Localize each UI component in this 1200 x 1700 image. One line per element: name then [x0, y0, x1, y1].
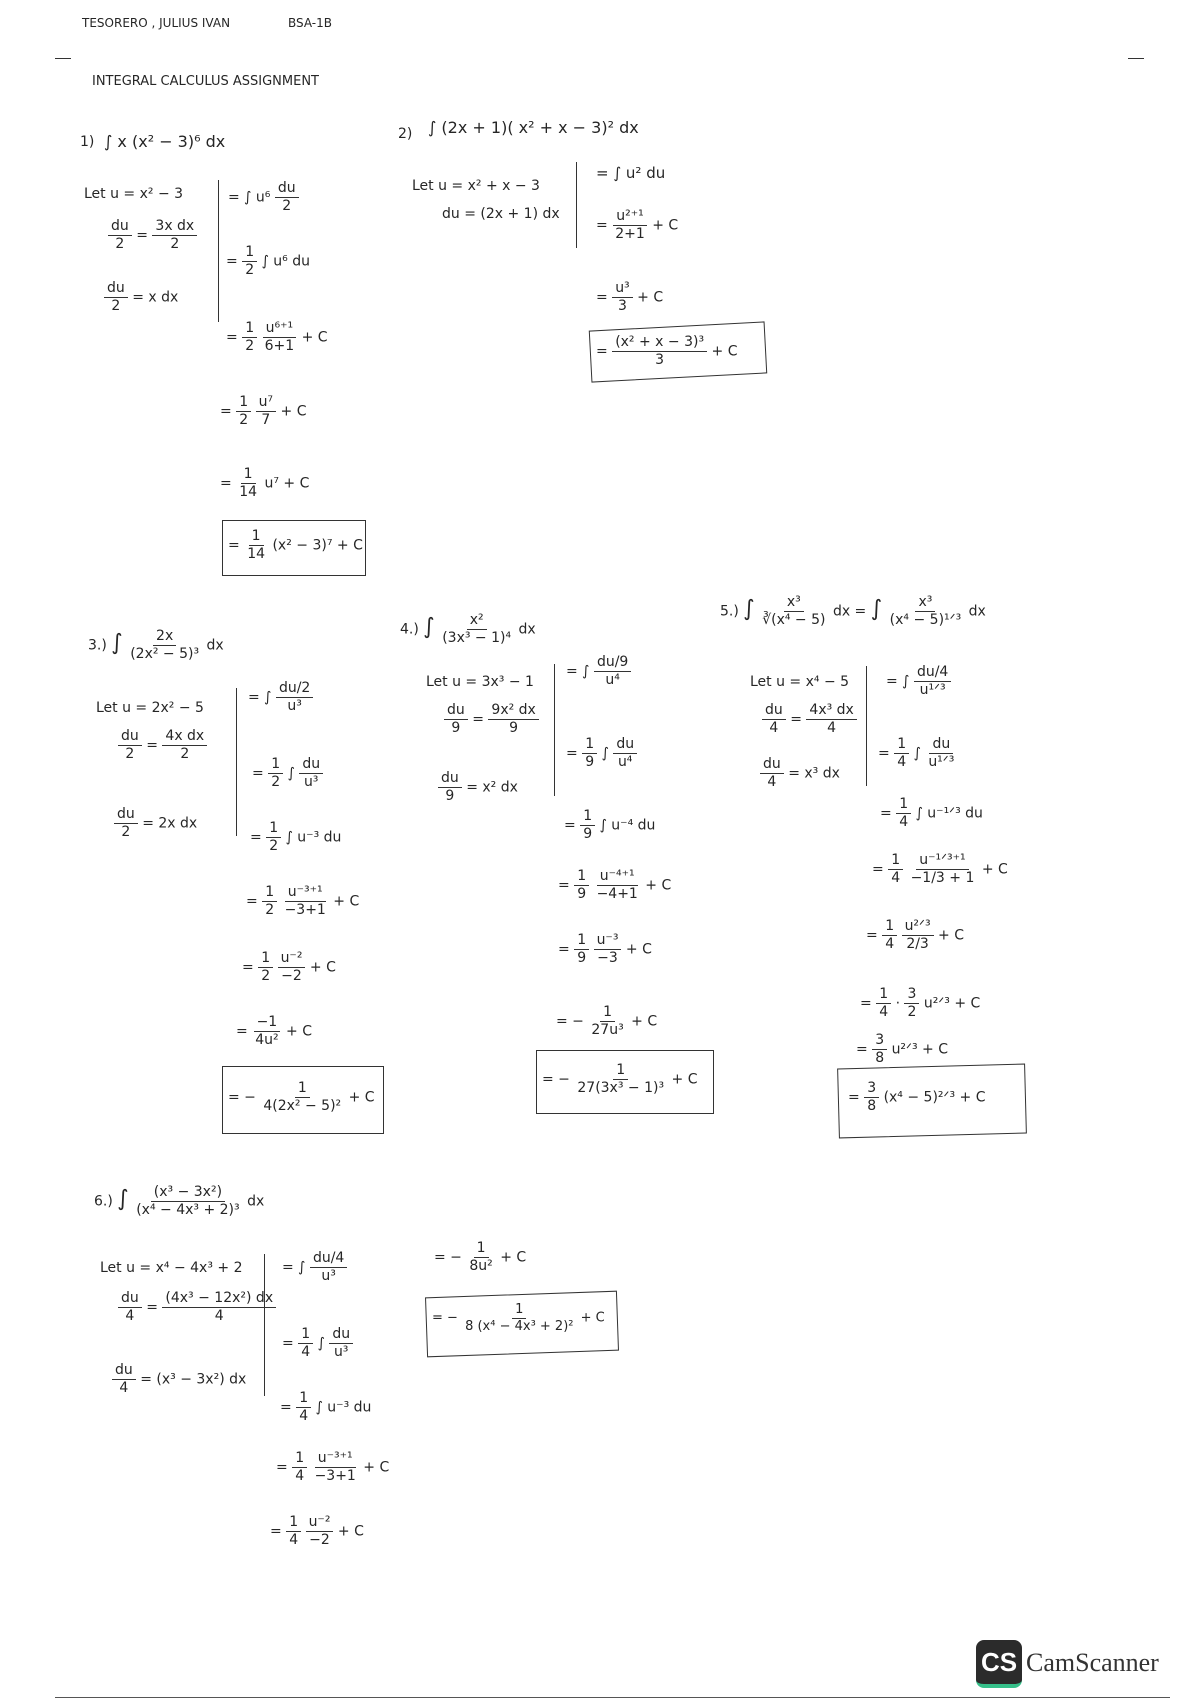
- step-5: = $\frac{1}{2}$ $\frac{\text{u⁻²}}{-2}$ + C: [242, 950, 336, 984]
- step-1: = ∫ $\frac{du/2}{\text{u³}}$: [248, 680, 313, 715]
- step-1: = ∫ $\frac{du/4}{\text{u¹ᐟ³}}$: [886, 664, 951, 699]
- step-4: = $\frac{1}{2}$ $\frac{\text{u⁻³⁺¹}}{-3+1}$ + C: [246, 884, 360, 918]
- step-6: = $\frac{1}{4}$ · $\frac{3}{2}$ u²ᐟ³ + C: [860, 986, 981, 1020]
- step-1: = ∫ $\frac{du/4}{\text{u³}}$: [282, 1250, 347, 1285]
- student-section: BSA-1B: [288, 16, 333, 30]
- substitution-let: Let u = x² + x − 3: [412, 178, 540, 194]
- substitution-du-result: $\frac{du}{2}$ = x dx: [104, 280, 178, 315]
- substitution-let: Let u = 3x³ − 1: [426, 674, 534, 690]
- substitution-du: $\frac{du}{2}$ = $\frac{\text{4x dx}}{2}$: [118, 728, 207, 763]
- work-divider: [554, 664, 555, 796]
- step-2: = $\frac{1}{9}$ ∫ $\frac{du}{\text{u⁴}}$: [566, 736, 637, 771]
- step-6: = $\frac{-1}{\text{4u²}}$ + C: [236, 1014, 313, 1048]
- step-4: = $\frac{1}{2}$ $\frac{\text{u⁷}}{7}$ + C: [220, 394, 307, 428]
- substitution-let: Let u = x⁴ − 5: [750, 674, 850, 690]
- step-4: = $\frac{1}{4}$ $\frac{\text{u⁻¹ᐟ³⁺¹}}{-1/3 + 1}$ + C: [872, 852, 1008, 886]
- page-edge-mark-right: [1128, 58, 1144, 59]
- step-2: = $\frac{1}{2}$ ∫ $\frac{du}{\text{u³}}$: [252, 756, 323, 791]
- step-4: = $\frac{1}{4}$ $\frac{\text{u⁻³⁺¹}}{-3+1}$ + C: [276, 1450, 390, 1484]
- step-2: = $\frac{1}{4}$ ∫ $\frac{du}{\text{u³}}$: [282, 1326, 353, 1361]
- substitution-du-result: $\frac{du}{2}$ = 2x dx: [114, 806, 197, 841]
- page-bottom-edge: [55, 1697, 1170, 1698]
- step-1: = ∫ u⁶ $\frac{du}{2}$: [228, 180, 299, 215]
- step-2: = $\frac{1}{2}$ ∫ u⁶ du: [226, 244, 311, 278]
- problem-integral: 4.) ∫ $\frac{\text{x²}}{\text{(3x³ − 1)⁴}}$ dx: [400, 612, 536, 646]
- problem-number: 5.): [720, 603, 739, 620]
- step-6: = − $\frac{1}{\text{27u³}}$ + C: [556, 1004, 658, 1038]
- step-7: = $\frac{3}{8}$ u²ᐟ³ + C: [856, 1032, 948, 1066]
- final-answer: = $\frac{1}{14}$ (x² − 3)⁷ + C: [228, 528, 363, 562]
- substitution-let: Let u = x⁴ − 4x³ + 2: [100, 1260, 243, 1276]
- work-divider: [576, 162, 577, 248]
- problem-integral: 3.) ∫ $\frac{2x}{\text{(2x² − 5)³}}$ dx: [88, 628, 224, 662]
- step-3: = $\frac{1}{4}$ ∫ u⁻¹ᐟ³ du: [880, 796, 983, 830]
- assignment-title: INTEGRAL CALCULUS ASSIGNMENT: [92, 74, 319, 89]
- step-2: = $\frac{1}{4}$ ∫ $\frac{du}{\text{u¹ᐟ³}}$: [878, 736, 955, 770]
- camscanner-brand-text: CamScanner: [1026, 1648, 1159, 1677]
- problem-number: 4.): [400, 621, 419, 638]
- camscanner-logo: CS: [976, 1640, 1022, 1688]
- substitution-du: $\frac{du}{4}$ = $\frac{\text{(4x³ − 12x²) dx}}{4}$: [118, 1290, 276, 1325]
- student-name: TESORERO , JULIUS IVAN: [82, 16, 231, 30]
- work-divider: [218, 180, 219, 322]
- problem-integral: 5.) ∫ $\frac{\text{x³}}{\text{∛(x⁴ − 5)}}$ dx = ∫ $\frac{\text{x³}}{\text{(x⁴ − 5)¹ᐟ³}}$ dx: [720, 594, 986, 628]
- step-5: = $\frac{1}{4}$ $\frac{\text{u⁻²}}{-2}$ + C: [270, 1514, 364, 1548]
- problem-number: 6.): [94, 1193, 113, 1210]
- work-divider: [236, 688, 237, 836]
- final-answer: = − $\frac{1}{\text{4(2x² − 5)²}}$ + C: [228, 1080, 375, 1114]
- problem-integral: ∫ (2x + 1)( x² + x − 3)² dx: [428, 118, 639, 137]
- substitution-du: du = (2x + 1) dx: [442, 206, 560, 222]
- step-6: = − $\frac{1}{\text{8u²}}$ + C: [434, 1240, 527, 1274]
- final-answer: = − $\frac{1}{\text{27(3x³ − 1)³}}$ + C: [542, 1062, 698, 1096]
- problem-integral: ∫ x (x² − 3)⁶ dx: [104, 132, 226, 151]
- substitution-du-result: $\frac{du}{4}$ = x³ dx: [760, 756, 840, 791]
- step-3: = $\frac{1}{9}$ ∫ u⁻⁴ du: [564, 808, 656, 842]
- substitution-let: Let u = x² − 3: [84, 186, 184, 202]
- step-5: = $\frac{1}{9}$ $\frac{\text{u⁻³}}{-3}$ + C: [558, 932, 652, 966]
- problem-number: 1): [80, 134, 95, 150]
- step-3: = $\frac{\text{u³}}{3}$ + C: [596, 280, 664, 314]
- step-5: = $\frac{1}{4}$ $\frac{\text{u²ᐟ³}}{2/3}$ + C: [866, 918, 965, 952]
- problem-integral: 6.) ∫ $\frac{\text{(x³ − 3x²)}}{\text{(x⁴ − 4x³ + 2)³}}$ dx: [94, 1184, 265, 1218]
- page-edge-mark-left: [55, 58, 71, 59]
- step-3: = $\frac{1}{4}$ ∫ u⁻³ du: [280, 1390, 372, 1424]
- step-4: = $\frac{1}{9}$ $\frac{\text{u⁻⁴⁺¹}}{-4+1}$ + C: [558, 868, 672, 902]
- final-answer: = $\frac{3}{8}$ (x⁴ − 5)²ᐟ³ + C: [848, 1080, 986, 1114]
- step-5: = $\frac{1}{14}$ u⁷ + C: [220, 466, 310, 500]
- work-divider: [866, 666, 867, 786]
- substitution-du: $\frac{du}{4}$ = $\frac{\text{4x³ dx}}{4}$: [762, 702, 857, 737]
- step-3: = $\frac{1}{2}$ $\frac{\text{u⁶⁺¹}}{6+1}$ + C: [226, 320, 328, 354]
- substitution-du-result: $\frac{du}{9}$ = x² dx: [438, 770, 518, 805]
- problem-number: 3.): [88, 637, 107, 654]
- step-2: = $\frac{\text{u²⁺¹}}{2+1}$ + C: [596, 208, 679, 242]
- final-answer: = $\frac{\text{(x² + x − 3)³}}{3}$ + C: [596, 334, 738, 368]
- work-divider: [264, 1254, 265, 1396]
- problem-number: 2): [398, 126, 413, 142]
- final-answer: = − $\frac{1}{\text{8 (x⁴ − 4x³ + 2)²}}$ + C: [432, 1302, 605, 1334]
- substitution-let: Let u = 2x² − 5: [96, 700, 204, 716]
- step-3: = $\frac{1}{2}$ ∫ u⁻³ du: [250, 820, 342, 854]
- step-1: = ∫ u² du: [596, 164, 666, 182]
- step-1: = ∫ $\frac{du/9}{\text{u⁴}}$: [566, 654, 631, 689]
- substitution-du-result: $\frac{du}{4}$ = (x³ − 3x²) dx: [112, 1362, 246, 1397]
- substitution-du: $\frac{du}{9}$ = $\frac{\text{9x² dx}}{9}$: [444, 702, 539, 737]
- substitution-du: $\frac{du}{2}$ = $\frac{\text{3x dx}}{2}$: [108, 218, 197, 253]
